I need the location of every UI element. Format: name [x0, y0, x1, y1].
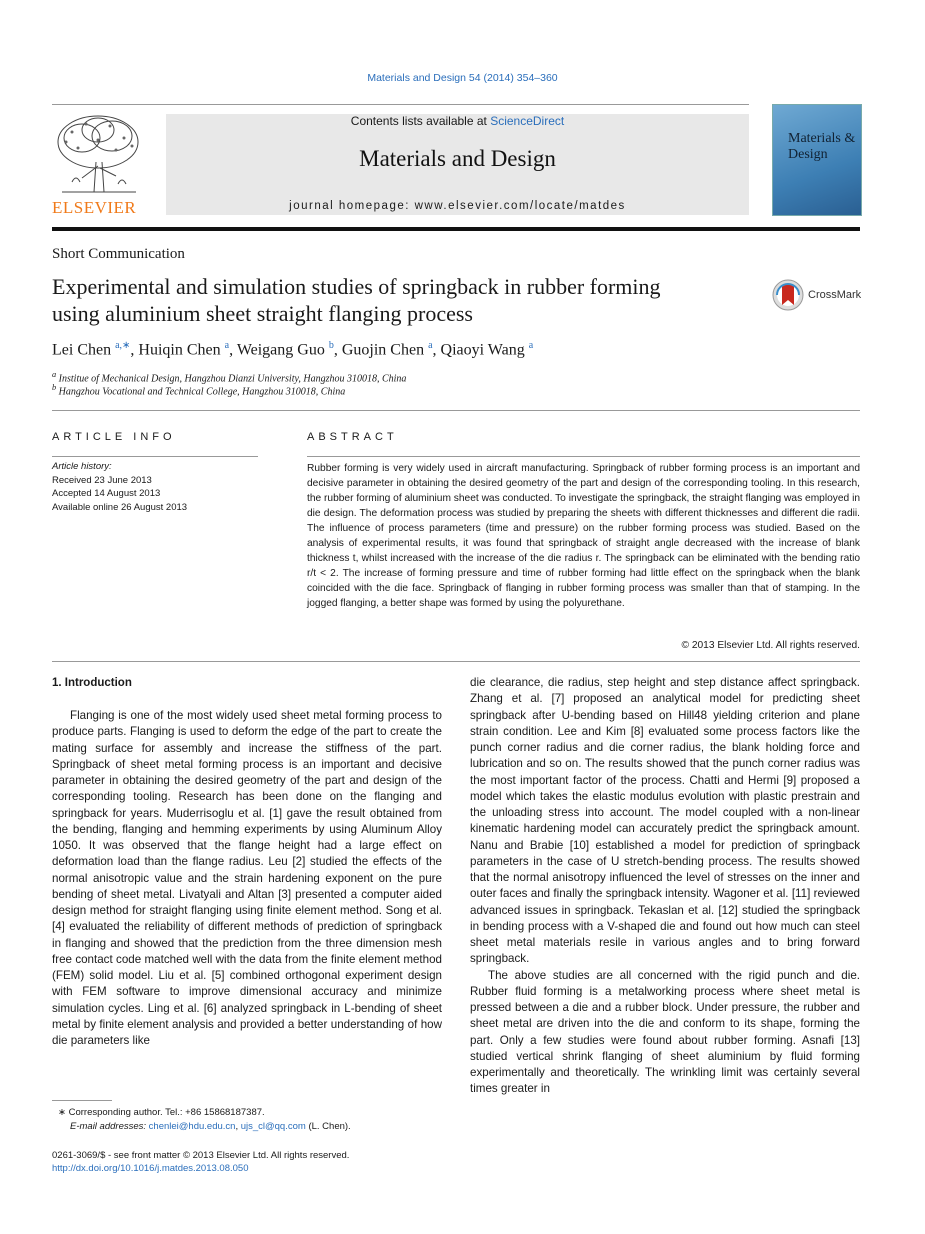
author-name[interactable]: Huiqin Chen	[138, 341, 221, 359]
author-name[interactable]: Guojin Chen	[341, 341, 425, 359]
contents-line	[166, 114, 749, 128]
accepted-date: Accepted 14 August 2013	[52, 488, 161, 499]
intro-paragraph: die clearance, die radius, step height and step distance affect springback. Zhang et al. [7] proposed an analytical model for predicting sheet springback after U-bending based on Hill48 yielding criterion and plane strain condition. Lee and Kim [8] evaluated some process factors like the punch corner radius and die corner radius, the blank holding force and lubrication and so on. The results showed that the punch corner radius was the most important factor of the process. Chatti and Hermi [9] proposed a model which takes the elastic modulus evolution with plastic prestrain and the unloading stress into account. The model coupled with a non-linear kinematic hardening model can accurately predict the springback amount. Nanu and Brabie [10] established a model for prediction of springback parameters in the case of U stretch-bending process. The results showed that the normal anisotropy influenced the level of stresses on the inner and outer faces and finally the springback intensity. Wagoner et al. [11] reviewed advanced issues in springback. Tekaslan et al. [12] studied the springback in bending process with a V-shaped die and found out how much can steel sheet metal materials resile in various angles and to bring forward springback.	[470, 676, 860, 966]
article-history	[52, 460, 187, 514]
crossmark-icon[interactable]	[772, 279, 804, 311]
journal-homepage[interactable]: journal homepage: www.elsevier.com/locate/matdes	[289, 200, 626, 212]
abstract-heading: ABSTRACT	[307, 431, 398, 443]
email-addresses: E-mail addresses: chenlei@hdu.edu.cn, ujs_cl@qq.com (L. Chen).	[70, 1121, 351, 1132]
author-name[interactable]: Weigang Guo	[236, 341, 325, 359]
cover-title: Materials & Design	[788, 131, 856, 162]
history-label: Article history:	[52, 461, 112, 472]
publisher-name[interactable]: ELSEVIER	[52, 198, 137, 217]
email-label: E-mail addresses:	[70, 1121, 147, 1132]
crossmark-label[interactable]: CrossMark	[808, 289, 862, 301]
abstract-bottom-rule	[52, 661, 860, 662]
abstract-rule	[307, 456, 860, 457]
affiliation-b	[52, 383, 345, 397]
affiliation-mark: a	[52, 370, 57, 379]
header-bottom-rule	[52, 227, 860, 231]
affiliation-text: Hangzhou Vocational and Technical College, Hangzhou 310018, China	[58, 386, 346, 398]
paper-title-line-2: using aluminium sheet straight flanging process	[52, 301, 473, 326]
elsevier-tree-logo	[52, 112, 144, 198]
article-type: Short Communication	[52, 246, 185, 262]
email-link[interactable]: chenlei@hdu.edu.cn	[148, 1121, 236, 1132]
doi-link[interactable]: http://dx.doi.org/10.1016/j.matdes.2013.08.050	[52, 1163, 249, 1174]
title-block-rule	[52, 410, 860, 411]
paper-title-line-1: Experimental and simulation studies of springback in rubber forming	[52, 274, 661, 299]
paper-title	[52, 273, 752, 327]
corresponding-author-note: ∗ Corresponding author. Tel.: +86 15868187387.	[58, 1107, 265, 1118]
intro-paragraph: Flanging is one of the most widely used sheet metal forming process to produce parts. Flanging is used to deform the edge of the part to create the mating surface for assembly and increase the stiffness of the part. Springback of sheet metal forming process is an important and decisive parameter in obtaining the desired geometry of the part and design of the corresponding tooling. Research has been done on the flanging and springback for years. Muderrisoglu et al. [1] gave the result obtained from the bending, flanging and hemming experiments by using Aluminum Alloy 1050. It was observed that the flange height had a large effect on deformation load than the flange radius. Leu [2] studied the effects of the normal anisotropic value and the strain hardening exponent on the pure bending of sheet metal. Livatyali and Altan [3] presented a computer aided design method for straight flanging using finite element method. Song et al. [4] evaluated the reliability of different methods of prediction of springback in flanging and showed that the prediction from the three dimension mesh free contact code matched well with the data from the finite element method (FEM) solid model. Liu et al. [5] combined orthogonal experiment design with FEM software to improve dimensional accuracy and minimize simulation cycles. Ling et al. [6] analyzed springback in L-bending of sheet metal by finite element analysis and provided a better understanding of how die parameters like	[52, 709, 442, 1047]
section-heading-introduction: 1. Introduction	[52, 677, 132, 689]
issn-line: 0261-3069/$ - see front matter © 2013 Elsevier Ltd. All rights reserved.	[52, 1150, 350, 1161]
contents-prefix: Contents lists available at	[350, 114, 491, 128]
author-affiliation-mark[interactable]: a	[224, 340, 230, 351]
journal-reference[interactable]: Materials and Design 54 (2014) 354–360	[367, 72, 558, 84]
author-list: Lei Chen $^{a,∗}$, Huiqin Chen $^a$, Weigang Guo $^b$, Guojin Chen $^a$, Qiaoyi Wang $^a$	[52, 340, 534, 359]
author-affiliation-mark[interactable]: a	[428, 340, 433, 351]
affiliation-mark: b	[52, 383, 57, 392]
abstract-text: Rubber forming is very widely used in aircraft manufacturing. Springback of rubber forming process is an important and decisive parameter in obtaining the desired geometry of the part and design of the corresponding tooling. In this research, the rubber forming of aluminium sheet was conducted. To investigate the springback, the straight flanging was employed in die design. The deformation process was studied by preparing the sheets with different thicknesses and different die radii. The influence of process parameters (time and pressure) on the rubber forming process was studied. Based on the analysis of experimental results, it was found that springback of straight angle decreased with the increase of blank thickness t, whilst increased with the increase of the die radius r. The springback can be eliminated with the bending ratio r/t < 2. The increase of forming pressure and time of rubber forming had little effect on the springback when the blank coincided with the die face. Springback of flanging in rubber forming process was smaller than that of stamping. In the jogged flanging, a better shape was formed by using the polyurethane.	[307, 463, 860, 609]
affiliation-text: Institue of Mechanical Design, Hangzhou Dianzi University, Hangzhou 310018, China	[58, 373, 407, 385]
right-column	[470, 675, 860, 1098]
received-date: Received 23 June 2013	[52, 474, 152, 486]
email-suffix: (L. Chen).	[308, 1121, 351, 1132]
abstract-copyright: © 2013 Elsevier Ltd. All rights reserved.	[681, 640, 860, 651]
author-name[interactable]: Lei Chen	[52, 341, 112, 359]
author-affiliation-mark[interactable]: a,∗	[115, 340, 131, 351]
sciencedirect-link[interactable]: ScienceDirect	[490, 114, 565, 128]
article-info-heading: ARTICLE INFO	[52, 431, 176, 443]
author-affiliation-mark[interactable]: a	[528, 340, 534, 351]
author-affiliation-mark[interactable]: b	[328, 340, 334, 351]
journal-cover-image[interactable]	[772, 104, 862, 216]
email-link[interactable]: ujs_cl@qq.com	[240, 1121, 306, 1132]
intro-paragraph: The above studies are all concerned with the rigid punch and die. Rubber fluid forming is a metalworking process where sheet metal is pressed between a die and a rubber block. Under pressure, the rubber and sheet metal are driven into the die and conform to its shape, forming the part. Only a few studies were found about rubber forming. Asnafi [13] studied vertical shrink flanging of sheet aluminium by fluid forming experimentally and theoretically. The wrinkling limit was certainly several times greater in	[470, 968, 860, 1096]
header-top-rule	[52, 104, 749, 105]
left-column	[52, 708, 442, 1049]
article-info-rule	[52, 456, 258, 457]
footnote-rule	[52, 1100, 112, 1101]
journal-title[interactable]: Materials and Design	[359, 146, 556, 171]
online-date: Available online 26 August 2013	[52, 501, 188, 513]
author-name[interactable]: Qiaoyi Wang	[440, 341, 525, 359]
